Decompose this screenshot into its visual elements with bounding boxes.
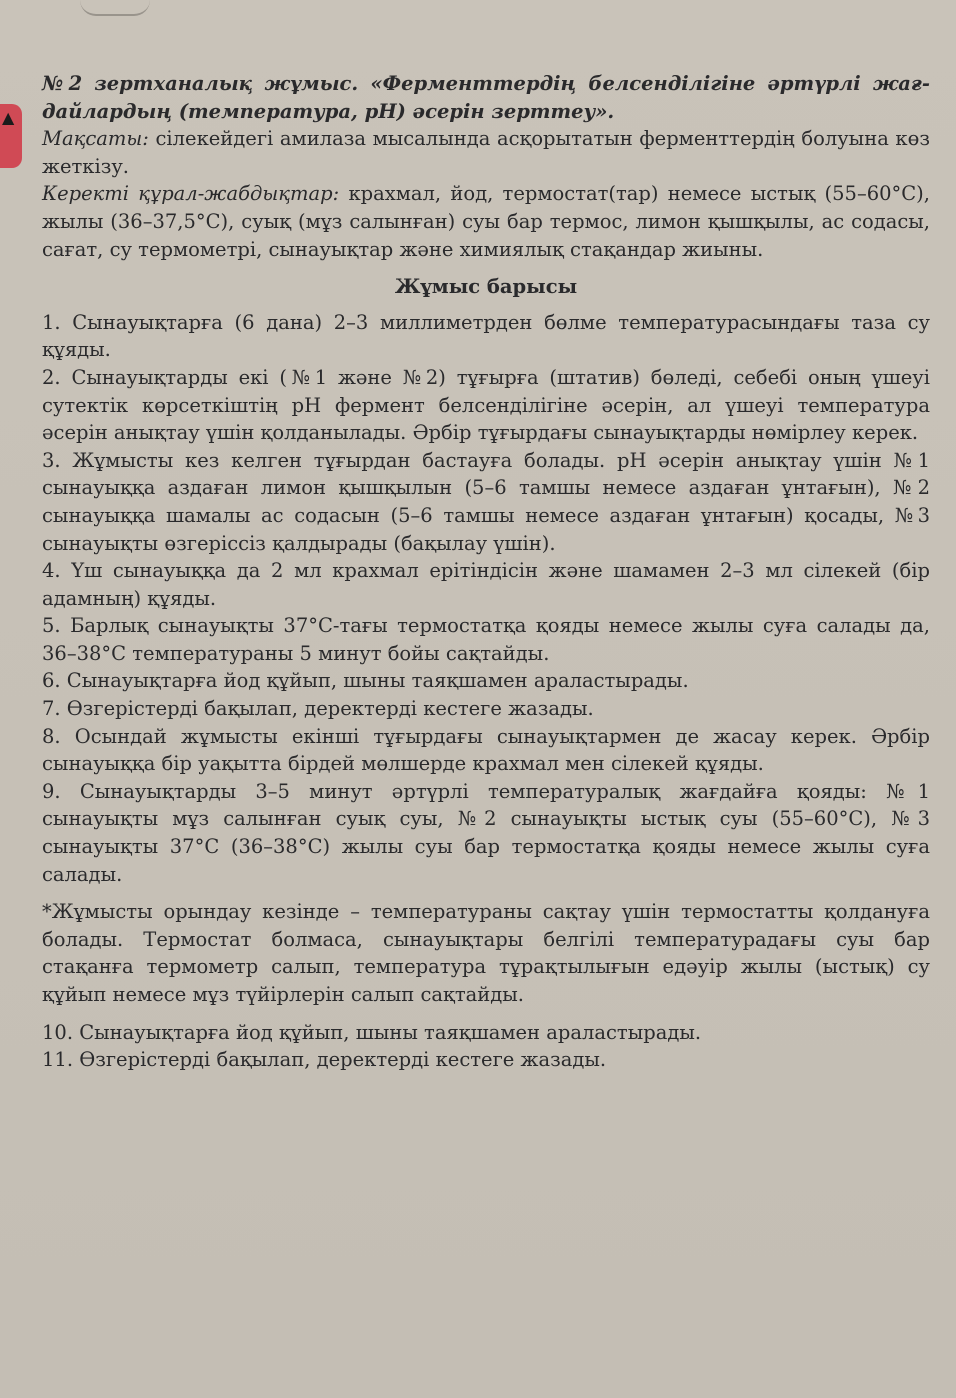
tab-icon: ▲ (2, 108, 15, 127)
step-8: 8. Осындай жұмысты екінші тұғырдағы сынауықтармен де жасау керек. Әрбір сынауыққа бір уақытта бірдей мөлшерде крахмал мен сілекей құяды. (42, 724, 930, 776)
section-tab-marker (0, 104, 22, 168)
step-4: 4. Үш сынауыққа да 2 мл крахмал ерітіндісін және шамамен 2–3 мл сілекей (бір адамның) құяды. (42, 559, 930, 610)
pencil-mark (80, 0, 150, 16)
step-3: 3. Жұмысты кез келген тұғырдан бастауға болады. рН әсерін анықтау үшін №1 сынауыққа аздаған лимон қышқылын (5–6 тамшы немесе аздаған ұнтағын), №2 сынауыққа шамалы ас содасын (5–6 тамшы немесе аздаған ұнтағын) қосады, №3 сынауықты өзгеріссіз қалдырады (бақылау үшін). (42, 448, 930, 555)
goal-paragraph (42, 125, 930, 180)
step-11: 11. Өзгерістерді бақылап, деректерді кестеге жазады. (42, 1048, 607, 1072)
goal-text: сілекейдегі амилаза мысалында асқорытатын ферменттердің болуына көз жеткізу. (42, 127, 930, 178)
lab-title (42, 70, 930, 125)
step-1: 1. Сынауықтарға (6 дана) 2–3 миллиметрден бөлме температурасындағы таза су құяды. (42, 310, 930, 362)
lab-title-line2: дайлардың (температура, рН) әсерін зерттеу». (42, 99, 615, 123)
equipment-label: Керекті құрал-жабдықтар: (42, 182, 340, 206)
footnote-paragraph: *Жұмысты орындау кезінде – температураны сақтау үшін термостатты қолдануға болады. Термостат болмаса, сынауықтары белгілі температурадағы суы бар стақанға термометр салып, температура тұрақтылығын едәуір жылы (ыстық) су құйып немесе мұз түйірлерін салып сақтайды. (42, 900, 930, 1006)
equipment-text: крахмал, йод, термостат(тар) немесе ыстық (55–60°С), жылы (36–37,5°С), суық (мұз салынған) суы бар термос, лимон қышқылы, ас содасы, сағат, су термометрі, сынауықтар және химиялық стақандар жиыны. (42, 182, 930, 261)
step-10: 10. Сынауықтарға йод құйып, шыны таяқшамен араластырады. (42, 1020, 702, 1044)
step-6: 6. Сынауықтарға йод құйып, шыны таяқшамен араластырады. (42, 669, 689, 693)
step-5: 5. Барлық сынауықты 37°С-тағы термостатқа қояды немесе жылы суға салады да, 36–38°С температураны 5 минут бойы сақтайды. (42, 614, 930, 665)
step-9: 9. Сынауықтарды 3–5 минут әртүрлі температуралық жағдайға қояды: №1 сынауықты мұз салынған суық суы, №2 сынауықты ыстық суы (55–60°С), №3 сынауықты 37°С (36–38°С) жылы суы бар термостатқа қояды немесе жылы суға салады. (42, 779, 930, 886)
lab-title-line1: №2 зертханалық жұмыс. «Ферменттердің белсенділігіне әртүрлі жағ- (42, 72, 930, 95)
goal-label: Мақсаты: (42, 127, 149, 151)
step-2: 2. Сынауықтарды екі (№1 және №2) тұғырға (штатив) бөледі, себебі оның үшеуі сутектік көрсеткіштің рН фермент белсенділігіне әсерін, ал үшеуі температура әсерін анықтау үшін қолданылады. Әрбір тұғырдағы сынауықтарды нөмірлеу керек. (42, 365, 930, 445)
section-heading: Жұмыс барысы (394, 275, 578, 299)
page-content (42, 70, 930, 1074)
equipment-paragraph (42, 180, 930, 263)
step-7: 7. Өзгерістерді бақылап, деректерді кестеге жазады. (42, 697, 594, 721)
